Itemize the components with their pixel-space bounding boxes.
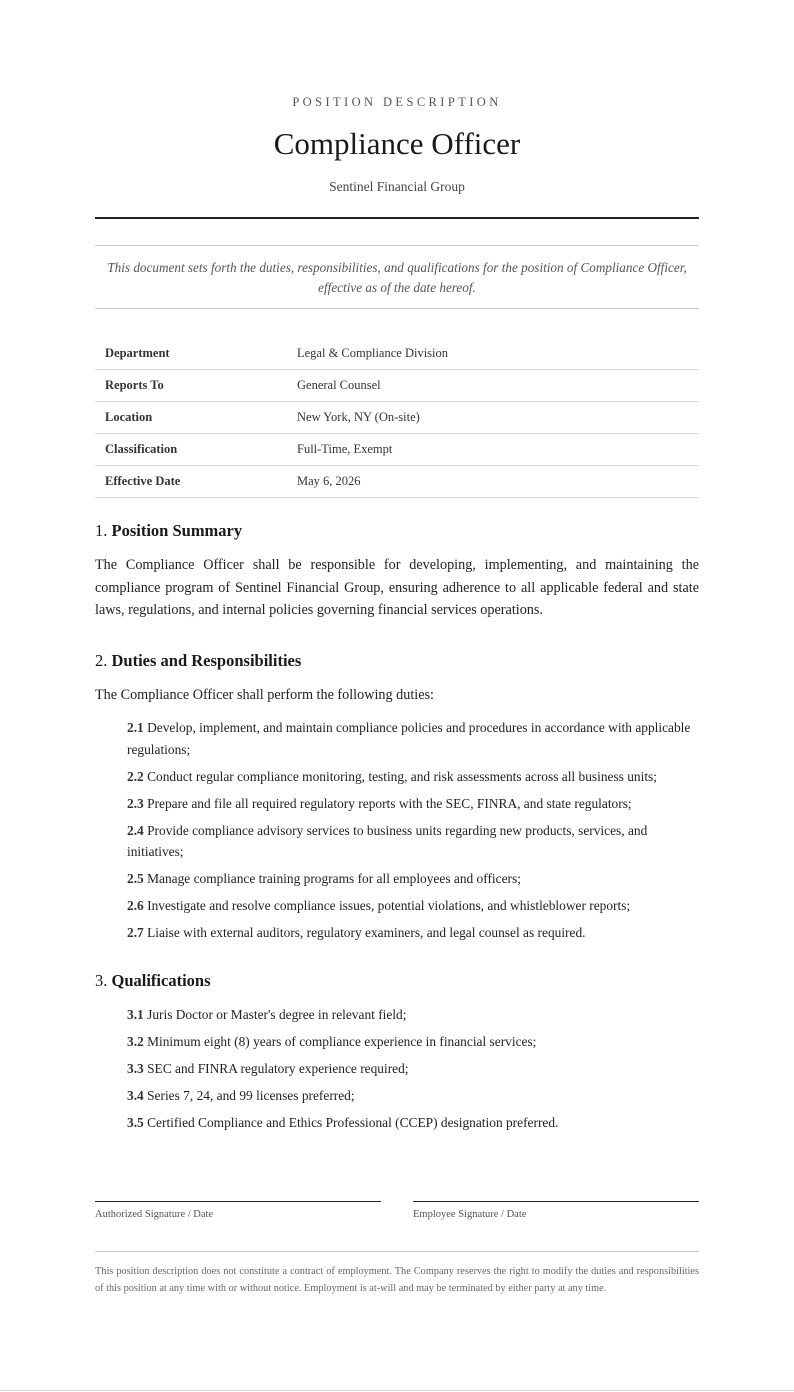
list-item [127, 895, 693, 917]
section-title: Duties and Responsibilities [111, 651, 302, 670]
list-item [127, 1058, 693, 1080]
list-item [127, 1085, 693, 1107]
footer-divider [95, 1251, 699, 1252]
footer-disclaimer: This position description does not constitute a contract of employment. The Company reserves the right to modify the duties and responsibilities of this position at any time with or without notice. Employment is at-will and may be terminated by either party at any time. [95, 1266, 699, 1294]
item-number: 2.6 [127, 898, 144, 913]
item-text: Series 7, 24, and 99 licenses preferred; [147, 1088, 355, 1103]
authorized-signature-label: Authorized Signature / Date [95, 1209, 214, 1220]
detail-label: Department [95, 338, 297, 370]
list-item [127, 820, 693, 863]
list-item [127, 793, 693, 815]
list-item [127, 717, 693, 760]
list-item [127, 1112, 693, 1134]
position-details-table [95, 338, 699, 498]
section-number: 1. [95, 521, 108, 540]
table-row [95, 402, 699, 434]
organization-name: Sentinel Financial Group [329, 179, 465, 194]
list-item [127, 922, 693, 944]
item-number: 3.5 [127, 1115, 144, 1130]
section-title: Qualifications [111, 971, 211, 990]
section-number: 3. [95, 971, 108, 990]
section-heading-summary [95, 521, 242, 541]
item-number: 2.1 [127, 720, 144, 735]
item-text: Develop, implement, and maintain compliance policies and procedures in accordance with applicable regulations; [127, 720, 691, 757]
summary-paragraph: The Compliance Officer shall be responsible for developing, implementing, and maintaining the compliance program of Sentinel Financial Group, ensuring adherence to all applicable federal and state laws, regulations, and internal policies governing financial services operations. [95, 557, 699, 619]
item-text: Liaise with external auditors, regulatory examiners, and legal counsel as required. [147, 925, 586, 940]
section-heading-qualifications [95, 971, 211, 991]
detail-label: Classification [95, 434, 297, 466]
detail-value: Full-Time, Exempt [297, 434, 699, 466]
list-item [127, 766, 693, 788]
item-number: 2.3 [127, 795, 144, 811]
document-type-label: POSITION DESCRIPTION [292, 95, 502, 109]
list-item [127, 868, 693, 890]
qualifications-list [127, 1004, 693, 1139]
page-title: Compliance Officer [273, 126, 521, 161]
item-text: SEC and FINRA regulatory experience required; [147, 1061, 409, 1076]
header-divider [95, 217, 699, 219]
employee-signature-label: Employee Signature / Date [413, 1209, 527, 1220]
section-title: Position Summary [111, 521, 243, 540]
detail-label: Reports To [95, 370, 297, 402]
item-text: Provide compliance advisory services to business units regarding new products, services, and initiatives; [127, 822, 648, 859]
duties-intro: The Compliance Officer shall perform the following duties: [95, 687, 434, 703]
duties-list [127, 717, 693, 949]
item-text: Prepare and file all required regulatory reports with the SEC, FINRA, and state regulators; [147, 795, 632, 811]
item-text: Certified Compliance and Ethics Professional (CCEP) designation preferred. [147, 1115, 559, 1130]
intro-box [95, 245, 699, 309]
item-text: Conduct regular compliance monitoring, testing, and risk assessments across all business units; [147, 768, 657, 784]
table-row [95, 466, 699, 498]
authorized-signature-line [95, 1201, 381, 1202]
detail-value: May 6, 2026 [297, 466, 699, 498]
intro-text: This document sets forth the duties, responsibilities, and qualifications for the position of Compliance Officer, effective as of the date hereof. [107, 260, 687, 295]
item-number: 2.4 [127, 822, 144, 838]
section-number: 2. [95, 651, 108, 670]
item-number: 3.4 [127, 1088, 144, 1103]
section-heading-duties [95, 651, 301, 671]
detail-label: Effective Date [95, 466, 297, 498]
item-text: Investigate and resolve compliance issues, potential violations, and whistleblower reports; [147, 898, 631, 913]
employee-signature-line [413, 1201, 699, 1202]
item-number: 3.2 [127, 1034, 144, 1049]
list-item [127, 1031, 693, 1053]
detail-label: Location [95, 402, 297, 434]
table-row [95, 370, 699, 402]
page-bottom-edge [0, 1390, 794, 1391]
detail-value: General Counsel [297, 370, 699, 402]
item-text: Juris Doctor or Master's degree in relevant field; [147, 1007, 407, 1022]
item-text: Minimum eight (8) years of compliance experience in financial services; [147, 1034, 537, 1049]
item-number: 2.5 [127, 871, 144, 886]
list-item [127, 1004, 693, 1026]
table-row [95, 434, 699, 466]
item-number: 2.2 [127, 768, 144, 784]
item-number: 2.7 [127, 925, 144, 940]
item-number: 3.3 [127, 1061, 144, 1076]
item-number: 3.1 [127, 1007, 144, 1022]
item-text: Manage compliance training programs for all employees and officers; [147, 871, 521, 886]
detail-value: New York, NY (On-site) [297, 402, 699, 434]
table-row [95, 338, 699, 370]
detail-value: Legal & Compliance Division [297, 338, 699, 370]
